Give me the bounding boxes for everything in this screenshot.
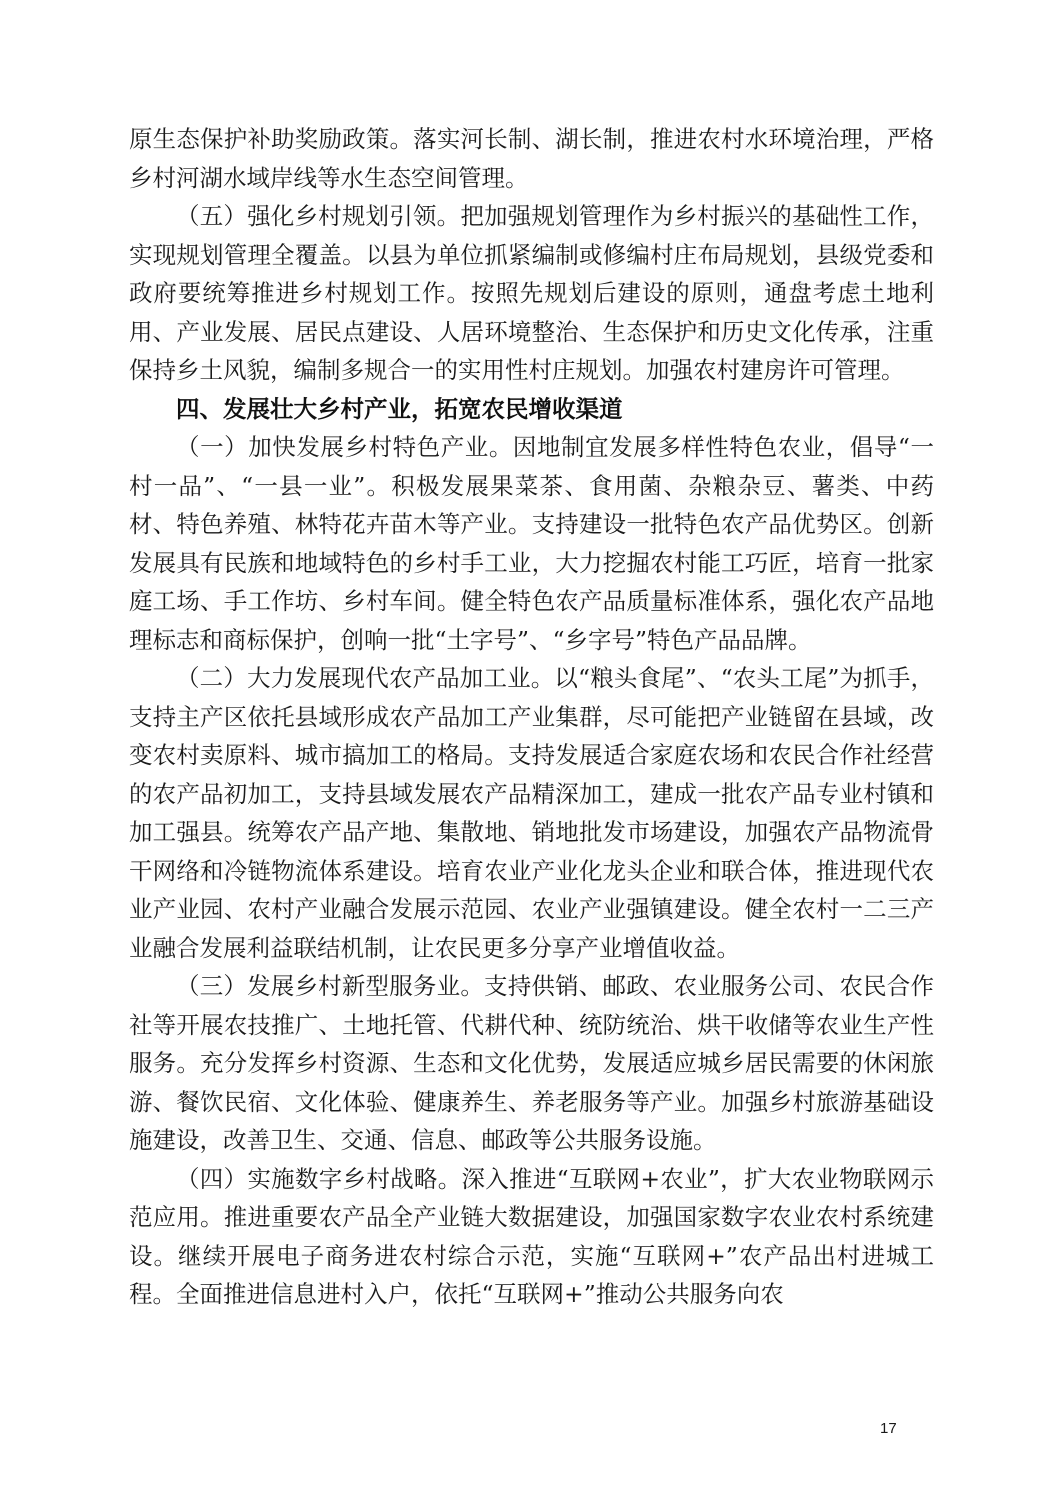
paragraph-processing-industry: （二）大力发展现代农产品加工业。以“粮头食尾”、“农头工尾”为抓手，支持主产区依托县域形成农产品加工产业集群，尽可能把产业链留在县域，改变农村卖原料、城市搞加工的格局。支持发展适合家庭农场和农民合作社经营的农产品初加工，支持县域发展农产品精深加工，建成一批农产品专业村镇和加工强县。统筹农产品产地、集散地、销地批发市场建设，加强农产品物流骨干网络和冷链物流体系建设。培育农业产业化龙头企业和联合体，推进现代农业产业园、农村产业融合发展示范园、农业产业强镇建设。健全农村一二三产业融合发展利益联结机制，让农民更多分享产业增值收益。 <box>129 664 934 962</box>
page-number: 17 <box>880 1420 897 1437</box>
paragraph-digital-village: （四）实施数字乡村战略。深入推进“互联网+农业”，扩大农业物联网示范应用。推进重要农产品全产业链大数据建设，加强国家数字农业农村系统建设。继续开展电子商务进农村综合示范，实施“互联网+”农产品出村进城工程。全面推进信息进村入户，依托“互联网+”推动公共服务向农 <box>129 1164 934 1308</box>
paragraph-specialty-industry: （一）加快发展乡村特色产业。因地制宜发展多样性特色农业，倡导“一村一品”、“一县一业”。积极发展果菜茶、食用菌、杂粮杂豆、薯类、中药材、特色养殖、林特花卉苗木等产业。支持建设一批特色农产品优势区。创新发展具有民族和地域特色的乡村手工业，大力挖掘农村能工巧匠，培育一批家庭工场、手工作坊、乡村车间。健全特色农产品质量标准体系，强化农产品地理标志和商标保护，创响一批“土字号”、“乡字号”特色产品品牌。 <box>129 433 934 654</box>
paragraph-continuation: 原生态保护补助奖励政策。落实河长制、湖长制，推进农村水环境治理，严格乡村河湖水域岸线等水生态空间管理。 <box>129 125 934 192</box>
section-heading: 四、发展壮大乡村产业，拓宽农民增收渠道 <box>176 394 623 423</box>
paragraph-planning: （五）强化乡村规划引领。把加强规划管理作为乡村振兴的基础性工作，实现规划管理全覆盖。以县为单位抓紧编制或修编村庄布局规划，县级党委和政府要统筹推进乡村规划工作。按照先规划后建设的原则，通盘考虑土地利用、产业发展、居民点建设、人居环境整治、生态保护和历史文化传承，注重保持乡土风貌，编制多规合一的实用性村庄规划。加强农村建房许可管理。 <box>129 202 934 384</box>
paragraph-service-industry: （三）发展乡村新型服务业。支持供销、邮政、农业服务公司、农民合作社等开展农技推广、土地托管、代耕代种、统防统治、烘干收储等农业生产性服务。充分发挥乡村资源、生态和文化优势，发展适应城乡居民需要的休闲旅游、餐饮民宿、文化体验、健康养生、养老服务等产业。加强乡村旅游基础设施建设，改善卫生、交通、信息、邮政等公共服务设施。 <box>129 972 934 1154</box>
document-page <box>129 120 934 1314</box>
